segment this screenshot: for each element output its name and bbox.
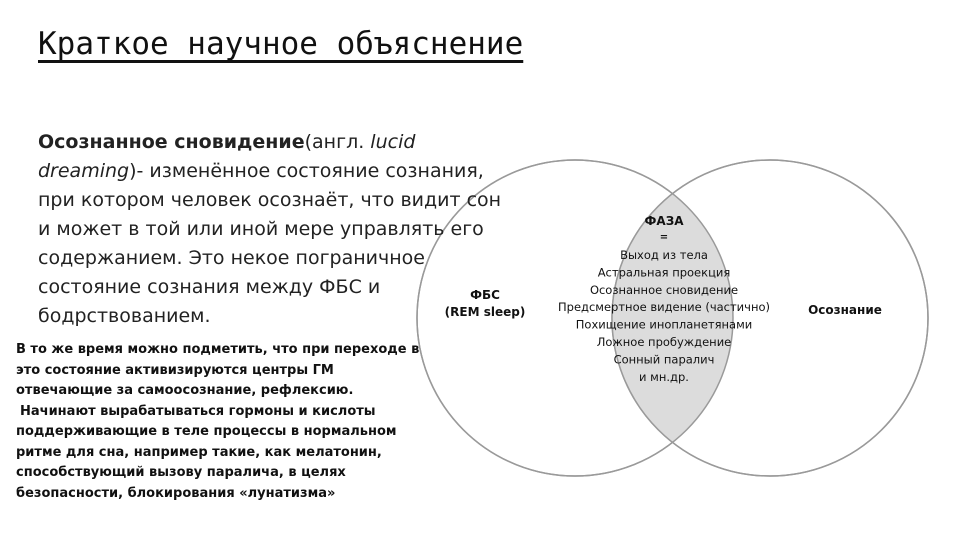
phase-item: Сонный паралич <box>613 352 715 367</box>
phase-item: Похищение инопланетянами <box>575 317 753 332</box>
note-paragraph-2: Начинают вырабатываться гормоны и кислоты поддерживающие в теле процессы в нормальном ритме для сна, например такие, как мелатонин, способствующий вызову паралича, в целях безопасности, блокирования «лунатизма» <box>16 403 397 501</box>
fbs-label: ФБС <box>470 288 500 302</box>
phase-item: Предсмертное видение (частично) <box>558 300 770 315</box>
phase-item: и мн.др. <box>639 369 689 384</box>
definition-text <box>38 128 508 331</box>
definition-close-paren: ) <box>129 160 137 182</box>
awareness-label: Осознание <box>808 303 882 317</box>
phase-item: Астральная проекция <box>597 265 731 280</box>
definition-term: Осознанное сновидение <box>38 131 305 153</box>
phase-item: Осознанное сновидение <box>589 282 739 297</box>
phase-item: Выход из тела <box>620 248 708 262</box>
definition-english: lucid dreaming <box>38 131 416 182</box>
phase-title: ФАЗА <box>644 214 684 228</box>
definition-open-paren: (англ. <box>304 131 371 153</box>
note-text <box>16 340 426 504</box>
definition-body: - изменённое состояние сознания, при котором человек осознаёт, что видит сон и может в той или иной мере управлять его содержанием. Это некое пограничное состояние сознания между ФБС и бодрствованием. <box>38 160 502 327</box>
phase-item: Ложное пробуждение <box>596 335 732 349</box>
page-title: Краткое научное объяснение <box>38 26 524 62</box>
fbs-sublabel: (REM sleep) <box>444 305 526 319</box>
phase-equals: = <box>659 232 669 243</box>
note-paragraph-1: В то же время можно подметить, что при переходе в это состояние активизируются центры ГМ отвечающие за самоосознание, рефлексию. <box>16 342 420 398</box>
